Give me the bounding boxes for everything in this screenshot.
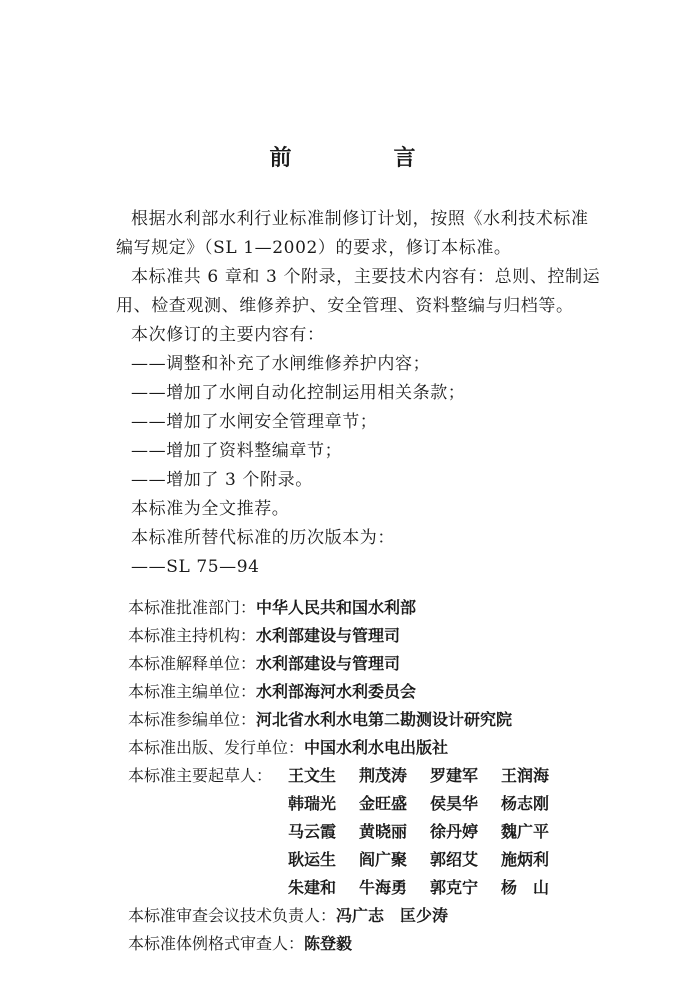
paragraph-line: 本标准共 6 章和 3 个附录，主要技术内容有：总则、控制运	[131, 267, 601, 287]
drafter-name: 荆茂涛	[359, 766, 408, 785]
drafter-name: 牛海勇	[359, 878, 408, 897]
info-label: 本标准主持机构：	[128, 626, 257, 645]
page-title: 前 言	[269, 145, 456, 171]
drafters-row	[288, 821, 572, 843]
info-label: 本标准主编单位：	[128, 682, 257, 701]
drafters-row	[288, 849, 572, 871]
paragraph-line: 本标准所替代标准的历次版本为：	[131, 528, 395, 548]
info-row-participating	[128, 709, 512, 731]
drafter-name: 魏广平	[501, 822, 550, 841]
paragraph-line: 本标准为全文推荐。	[131, 499, 290, 519]
info-row-approval	[128, 597, 416, 619]
drafter-name: 黄晓丽	[359, 822, 408, 841]
info-row-interpretation	[128, 653, 400, 675]
drafter-name: 郭克宁	[430, 878, 479, 897]
list-item: ——SL 75—94	[131, 557, 260, 577]
drafter-name: 耿运生	[288, 850, 337, 869]
info-label: 本标准解释单位：	[128, 654, 257, 673]
drafter-name: 韩瑞光	[288, 794, 337, 813]
info-value: 水利部建设与管理司	[256, 626, 401, 645]
info-row-review-lead	[128, 905, 448, 927]
drafter-name: 郭绍艾	[430, 850, 479, 869]
drafter-name: 马云霞	[288, 822, 337, 841]
drafter-name: 侯昊华	[430, 794, 479, 813]
info-row-format-review	[128, 933, 352, 955]
drafter-name: 徐丹婷	[430, 822, 479, 841]
info-row-chief-editor	[128, 681, 416, 703]
drafter-name: 王润海	[501, 766, 550, 785]
list-item: ——增加了水闸安全管理章节；	[131, 412, 378, 432]
drafters-row	[288, 877, 572, 899]
info-value: 冯广志 匡少涛	[336, 906, 449, 925]
paragraph-line: 编写规定》（SL 1—2002）的要求，修订本标准。	[116, 238, 512, 258]
info-value: 河北省水利水电第二勘测设计研究院	[256, 710, 513, 729]
info-label: 本标准出版、发行单位：	[128, 738, 305, 757]
info-label: 本标准审查会议技术负责人：	[128, 906, 337, 925]
info-value: 水利部建设与管理司	[256, 654, 401, 673]
drafter-name: 罗建军	[430, 766, 479, 785]
drafter-name: 施炳利	[501, 850, 550, 869]
paragraph-line: 用、检查观测、维修养护、安全管理、资料整编与归档等。	[116, 296, 574, 316]
info-value: 中华人民共和国水利部	[256, 598, 417, 617]
drafters-label: 本标准主要起草人：	[128, 766, 273, 785]
info-label: 本标准参编单位：	[128, 710, 257, 729]
info-row-host	[128, 625, 400, 647]
drafter-name: 杨志刚	[501, 794, 550, 813]
drafters-row	[288, 765, 572, 787]
info-label: 本标准批准部门：	[128, 598, 257, 617]
list-item: ——增加了 3 个附录。	[131, 470, 313, 490]
info-value: 中国水利水电出版社	[304, 738, 449, 757]
paragraph-line: 根据水利部水利行业标准制修订计划，按照《水利技术标准	[131, 209, 589, 229]
drafter-name: 杨 山	[501, 878, 550, 897]
drafters-row	[288, 793, 572, 815]
drafter-name: 朱建和	[288, 878, 337, 897]
paragraph-line: 本次修订的主要内容有：	[131, 325, 325, 345]
list-item: ——增加了水闸自动化控制运用相关条款；	[131, 383, 466, 403]
list-item: ——调整和补充了水闸维修养护内容；	[131, 354, 431, 374]
info-value: 陈登毅	[304, 934, 353, 953]
drafter-name: 阎广聚	[359, 850, 408, 869]
info-row-publisher	[128, 737, 448, 759]
drafter-name: 王文生	[288, 766, 337, 785]
drafter-name: 金旺盛	[359, 794, 408, 813]
info-value: 水利部海河水利委员会	[256, 682, 417, 701]
info-label: 本标准体例格式审查人：	[128, 934, 305, 953]
list-item: ——增加了资料整编章节；	[131, 441, 343, 461]
